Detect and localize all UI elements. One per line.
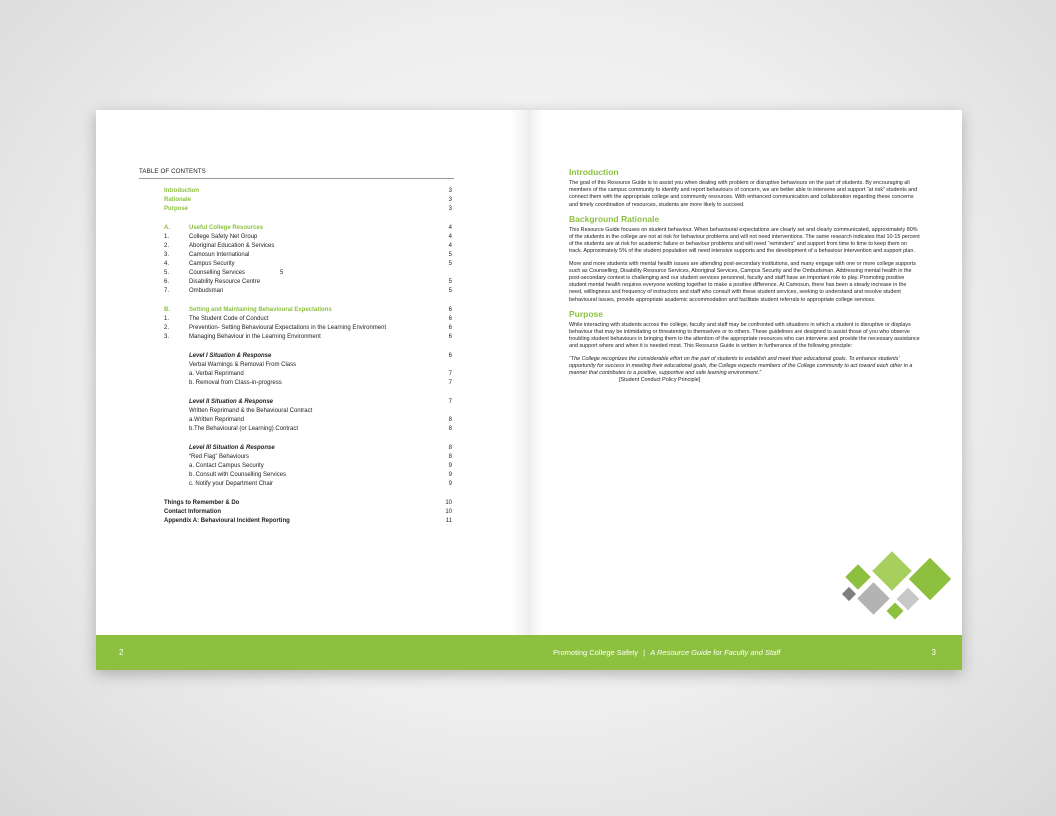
- toc-entry-number: 3.: [164, 334, 170, 340]
- toc-entry-label: Useful College Resources: [189, 225, 264, 231]
- toc-entry: [139, 251, 454, 260]
- toc-entry: [139, 324, 454, 333]
- toc-entry-page: 3: [448, 206, 452, 212]
- toc-entry-label: Rationale: [164, 197, 192, 203]
- right-footer-band: [528, 635, 962, 670]
- toc-entry-label: Things to Remember & Do: [164, 500, 240, 506]
- toc-entry-label: Level III Situation & Response: [189, 445, 275, 451]
- toc-entry: [139, 425, 454, 434]
- booklet-spread: [96, 110, 962, 670]
- toc-entry: [139, 480, 454, 489]
- toc-entry-number: 7.: [164, 288, 170, 294]
- toc-entry: [139, 278, 454, 287]
- toc-entry: [139, 444, 454, 453]
- left-footer-band: [96, 635, 528, 670]
- toc-entry-number: 4.: [164, 261, 170, 267]
- purpose-citation: [Student Conduct Policy Principle]: [619, 377, 701, 384]
- toc-entry-number: 6.: [164, 279, 170, 285]
- toc-entry-page: 8: [448, 417, 452, 423]
- toc-entry-page: 7: [448, 399, 452, 405]
- diamond-green-small: [845, 564, 870, 589]
- toc-entry: [139, 352, 454, 361]
- right-page-content: [569, 167, 921, 384]
- toc-entry-label: b.The Behavioural (or Learning) Contract: [189, 426, 299, 432]
- footer-title-line: [553, 648, 780, 657]
- toc-entry-label: Introduction: [164, 188, 199, 194]
- toc-entry-label: b. Consult with Counselling Services: [189, 472, 287, 478]
- toc-entry-label: “Red Flag” Behaviours: [189, 454, 250, 460]
- toc-entry-page: 11: [445, 518, 452, 524]
- left-page: [96, 110, 528, 670]
- toc-entry-number: 3.: [164, 252, 170, 258]
- toc-entry-number: 2.: [164, 243, 170, 249]
- footer-title: Promoting College Safety: [553, 648, 639, 657]
- introduction-paragraph: The goal of this Resource Guide is to assist you when dealing with problem or disruptive behaviours on the part of students. By encouraging all members of the campus community to identify and report behaviours of concern, we are better able to intervene and support “at risk” students and connect them with the appropriate college and community resources. With enhanced communication and collaboration regarding these concerns and timely coordination of resources, students are more likely to succeed.: [569, 180, 918, 208]
- toc-entry-label: a.Written Reprimand: [189, 417, 244, 423]
- toc-entry-page: 9: [448, 481, 452, 487]
- toc-entry-number: 1.: [164, 234, 170, 240]
- toc-entry-label: b. Removal from Class-in-progress: [189, 380, 282, 386]
- toc-entry-label: Level I Situation & Response: [189, 353, 272, 359]
- diamond-light-green: [872, 551, 912, 591]
- right-page: [528, 110, 962, 670]
- table-of-contents: [139, 168, 454, 524]
- toc-entry-label: Aboriginal Education & Services: [189, 243, 275, 249]
- toc-entry-label: Purpose: [164, 206, 189, 212]
- toc-entry-number: 5.: [164, 270, 170, 276]
- toc-entry-page: 6: [448, 353, 452, 359]
- diamond-dark-gray-small: [842, 587, 856, 601]
- purpose-paragraph: While interacting with students across the college, faculty and staff may be confronted with situations in which a student is disruptive or displays behaviour that may be intimidating or threatening to themselves or to others. These guidelines are designed to assist those of you who observe troubling student behaviours in bringing them to the attention of the appropriate resources who can intervene and provide the necessary assistance and support where and when it is needed most. This Resource Guide is written in furtherance of the following principle:: [569, 321, 920, 350]
- toc-entry: [139, 224, 454, 233]
- toc-entry-number: 1.: [164, 316, 170, 322]
- toc-entry-number: B.: [164, 307, 170, 313]
- toc-entry-label: Camosun International: [189, 252, 250, 258]
- introduction-heading: Introduction: [569, 167, 619, 177]
- toc-entry-page: 6: [448, 334, 452, 340]
- background-paragraph-1: This Resource Guide focuses on student behaviour. When behavioural expectations are clearly set and clearly communicated, approximately 80% of the students in the college are not at risk for behaviour problems and will not need interventions. The same research indicates that 10-15 percent of the students are at risk for academic failure or behaviour problems and will need “reminders” and support from time to time to keep them on track. Approximately 5% of the student population will need intensive supports and the development of a behaviour intervention and support plan.: [569, 226, 920, 255]
- background-paragraph-2: More and more students with mental health issues are attending post-secondary institutions, and many engage with one or more college supports such as Counselling, Disability Resource Services, Aboriginal Services, Campus Security and the Ombudsman. Addressing mental health in the post-secondary context is challenging and our student services personnel, faculty and staff have an important role to play. Promoting positive student mental health requires everyone working together to make a positive difference. At Camosun, there has been a steady increase in the need, willingness and frequency of instructors and staff who consult with these student services, seeking to understand and resolve student behavioural issues, provide appropriate academic accommodation and facilitate student referrals to appropriate college services.: [569, 260, 916, 303]
- toc-entry-label: Campus Security: [189, 261, 235, 267]
- toc-entry: [139, 315, 454, 324]
- toc-entry-page: 3: [448, 197, 452, 203]
- toc-entry: [139, 306, 454, 315]
- toc-entry-page: 4: [448, 234, 452, 240]
- toc-entry-label: Prevention- Setting Behavioural Expectations in the Learning Environment: [189, 325, 387, 331]
- diamond-gray: [857, 582, 890, 615]
- toc-entry: [139, 205, 454, 214]
- toc-entry: [139, 407, 454, 416]
- toc-entry: [139, 260, 454, 269]
- toc-entry-label: a. Contact Campus Security: [189, 463, 264, 469]
- toc-entry: [139, 517, 454, 526]
- toc-entry-page: 8: [448, 426, 452, 432]
- toc-entry: [139, 333, 454, 342]
- toc-entry-label: Counselling Services: [189, 270, 246, 276]
- toc-entry-page: 10: [445, 500, 452, 506]
- toc-entry-page: 8: [448, 454, 452, 460]
- toc-entry: [139, 187, 454, 196]
- toc-entry: [139, 508, 454, 517]
- toc-entry: [139, 471, 454, 480]
- toc-entry-page: 10: [445, 509, 452, 515]
- toc-entry: [139, 196, 454, 205]
- toc-entry: [139, 416, 454, 425]
- footer-separator: |: [643, 648, 646, 657]
- toc-title: TABLE OF CONTENTS: [139, 168, 454, 179]
- toc-entry-label: a. Verbal Reprimand: [189, 371, 244, 377]
- toc-entry: [139, 453, 454, 462]
- page-number-right: 3: [931, 648, 936, 657]
- toc-entry: [139, 287, 454, 296]
- toc-entry-page: 5: [448, 261, 452, 267]
- toc-entry-label: Setting and Maintaining Behavioural Expectations: [189, 307, 332, 313]
- toc-entry-page: 3: [448, 188, 452, 194]
- toc-entry-label: College Safety Net Group: [189, 234, 258, 240]
- toc-entry-page: 6: [448, 325, 452, 331]
- toc-entry-page: 5: [280, 270, 284, 276]
- toc-entry-label: Contact Information: [164, 509, 221, 515]
- toc-entry: [139, 462, 454, 471]
- toc-entry-label: Appendix A: Behavioural Incident Reporting: [164, 518, 290, 524]
- toc-entry-page: 5: [448, 279, 452, 285]
- toc-entry: [139, 361, 454, 370]
- toc-entry: [139, 269, 454, 278]
- toc-entry-page: 9: [448, 463, 452, 469]
- toc-entry-page: 5: [448, 288, 452, 294]
- toc-entry-label: Managing Behaviour in the Learning Environment: [189, 334, 321, 340]
- background-heading: Background Rationale: [569, 213, 660, 224]
- toc-entry: [139, 242, 454, 251]
- diamond-green-bottom: [887, 603, 904, 620]
- toc-entry-page: 5: [448, 252, 452, 258]
- toc-entry: [139, 233, 454, 242]
- toc-entry-label: Level II Situation & Response: [189, 399, 274, 405]
- toc-entry: [139, 379, 454, 388]
- footer-subtitle: A Resource Guide for Faculty and Staff: [650, 648, 781, 657]
- toc-entry-page: 7: [448, 371, 452, 377]
- toc-entry-page: 6: [448, 316, 452, 322]
- toc-entry-label: Verbal Warnings & Removal From Class: [189, 362, 297, 368]
- page-number-left: 2: [119, 648, 124, 657]
- toc-entry-label: c. Notify your Department Chair: [189, 481, 274, 487]
- toc-entry-page: 6: [448, 307, 452, 313]
- toc-entry-label: Disability Resource Centre: [189, 279, 261, 285]
- toc-entry-number: 2.: [164, 325, 170, 331]
- toc-entry: [139, 499, 454, 508]
- purpose-quote: “The College recognizes the considerable effort on the part of students to establish and meet their educational goals. To enhance students’ opportunity for success in meeting their educational goals, the College expects members of the College community to act toward each other in a manner that contributes to a positive, supportive and safe learning environment.”: [569, 355, 913, 377]
- toc-entry: [139, 398, 454, 407]
- toc-entry-label: Written Reprimand & the Behavioural Contract: [189, 408, 313, 414]
- toc-entry-page: 8: [448, 445, 452, 451]
- toc-entry-number: A.: [164, 225, 170, 231]
- toc-entry-label: Ombudsman: [189, 288, 224, 294]
- toc-entry-label: The Student Code of Conduct: [189, 316, 269, 322]
- toc-entry: [139, 370, 454, 379]
- toc-entry-page: 7: [448, 380, 452, 386]
- toc-entry-page: 4: [448, 225, 452, 231]
- purpose-heading: Purpose: [569, 308, 604, 319]
- toc-entry-page: 4: [448, 243, 452, 249]
- toc-entry-page: 9: [448, 472, 452, 478]
